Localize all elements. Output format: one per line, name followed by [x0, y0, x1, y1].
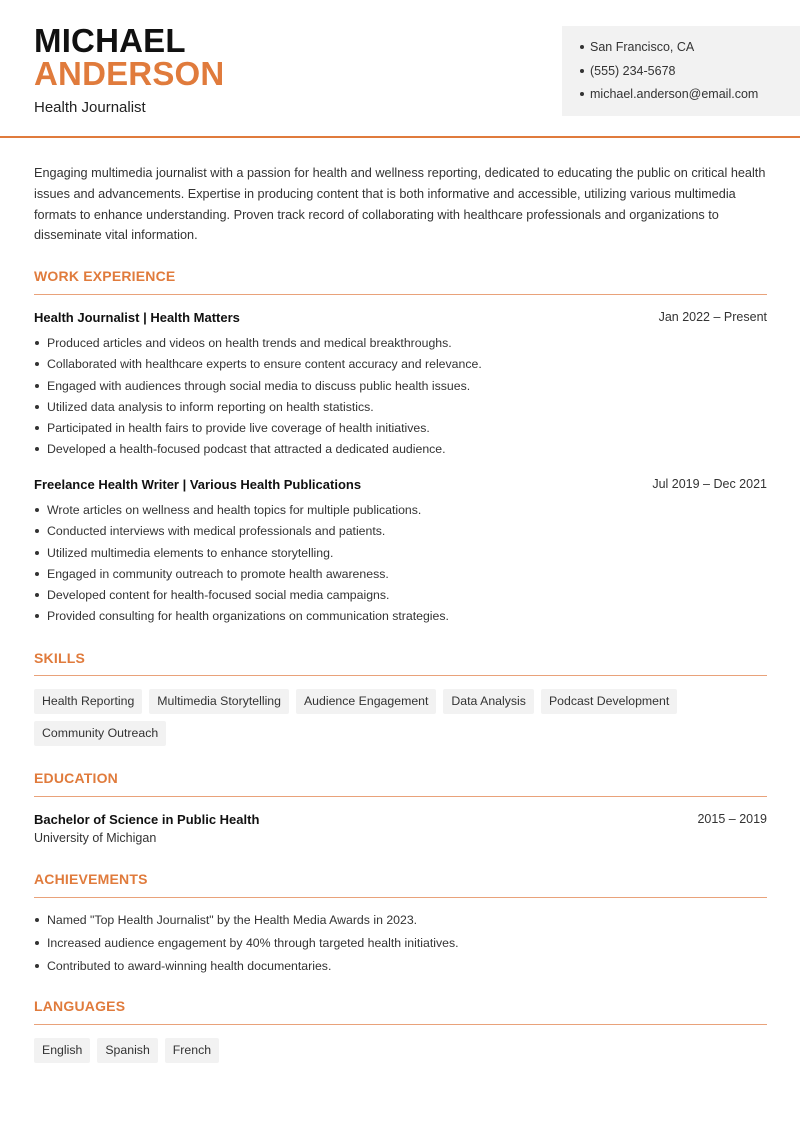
- contact-phone[interactable]: (555) 234-5678: [580, 63, 800, 87]
- skills-list: [34, 689, 774, 746]
- contact-location: San Francisco, CA: [580, 39, 800, 63]
- section-divider: [34, 1024, 767, 1025]
- job-role: Health Journalist | Health Matters: [34, 310, 240, 325]
- list-item: Contributed to award-winning health documentaries.: [34, 958, 459, 981]
- skill-tag: Community Outreach: [34, 721, 166, 746]
- list-item: Developed a health-focused podcast that attracted a dedicated audience.: [34, 441, 482, 462]
- summary: Engaging multimedia journalist with a passion for health and wellness reporting, dedicated to educating the public on critical health issues and advancements. Expertise in producing content that is both informative and accessible, utilizing various multimedia formats to enhance understanding. Proven track record of collaborating with healthcare professionals and organizations to disseminate vital information.: [34, 166, 766, 243]
- job-header: [34, 477, 767, 492]
- job-dates: Jul 2019 – Dec 2021: [652, 477, 767, 491]
- first-name: MICHAEL: [34, 22, 186, 59]
- skill-tag: Podcast Development: [541, 689, 677, 714]
- list-item: Increased audience engagement by 40% through targeted health initiatives.: [34, 935, 459, 958]
- section-title-education: EDUCATION: [34, 770, 118, 786]
- list-item: Engaged with audiences through social media to discuss public health issues.: [34, 378, 482, 399]
- list-item: Named "Top Health Journalist" by the Health Media Awards in 2023.: [34, 912, 459, 935]
- section-divider: [34, 796, 767, 797]
- skill-tag: Multimedia Storytelling: [149, 689, 289, 714]
- section-divider: [34, 897, 767, 898]
- list-item: Utilized data analysis to inform reporting on health statistics.: [34, 399, 482, 420]
- job-header: [34, 310, 767, 325]
- language-tag: English: [34, 1038, 90, 1063]
- achievements-list: [34, 912, 459, 981]
- language-tag: Spanish: [97, 1038, 157, 1063]
- resume-header: [0, 0, 800, 138]
- list-item: Wrote articles on wellness and health topics for multiple publications.: [34, 502, 449, 523]
- section-divider: [34, 294, 767, 295]
- job-dates: Jan 2022 – Present: [658, 310, 767, 324]
- contact-box: [562, 26, 800, 116]
- section-title-languages: LANGUAGES: [34, 998, 126, 1014]
- job-role: Freelance Health Writer | Various Health Publications: [34, 477, 362, 492]
- skill-tag: Audience Engagement: [296, 689, 436, 714]
- section-divider: [34, 675, 767, 676]
- list-item: Produced articles and videos on health trends and medical breakthroughs.: [34, 335, 482, 356]
- job-bullets: [34, 335, 482, 463]
- section-title-achievements: ACHIEVEMENTS: [34, 871, 148, 887]
- language-tag: French: [165, 1038, 219, 1063]
- skill-tag: Data Analysis: [443, 689, 534, 714]
- languages-list: [34, 1038, 774, 1063]
- contact-email[interactable]: michael.anderson@email.com: [580, 86, 800, 110]
- list-item: Participated in health fairs to provide live coverage of health initiatives.: [34, 420, 482, 441]
- list-item: Engaged in community outreach to promote health awareness.: [34, 566, 449, 587]
- list-item: Developed content for health-focused social media campaigns.: [34, 587, 449, 608]
- education-degree: Bachelor of Science in Public Health: [34, 812, 260, 827]
- list-item: Collaborated with healthcare experts to ensure content accuracy and relevance.: [34, 356, 482, 377]
- skill-tag: Health Reporting: [34, 689, 142, 714]
- education-school: University of Michigan: [34, 831, 157, 845]
- last-name: ANDERSON: [34, 55, 225, 92]
- job-title: Health Journalist: [34, 99, 146, 116]
- job-bullets: [34, 502, 449, 630]
- list-item: Conducted interviews with medical professionals and patients.: [34, 523, 449, 544]
- education-dates: 2015 – 2019: [697, 812, 767, 826]
- section-title-skills: SKILLS: [34, 650, 85, 666]
- list-item: Provided consulting for health organizations on communication strategies.: [34, 608, 449, 629]
- section-title-work: WORK EXPERIENCE: [34, 268, 176, 284]
- education-header: [34, 812, 767, 827]
- list-item: Utilized multimedia elements to enhance storytelling.: [34, 545, 449, 566]
